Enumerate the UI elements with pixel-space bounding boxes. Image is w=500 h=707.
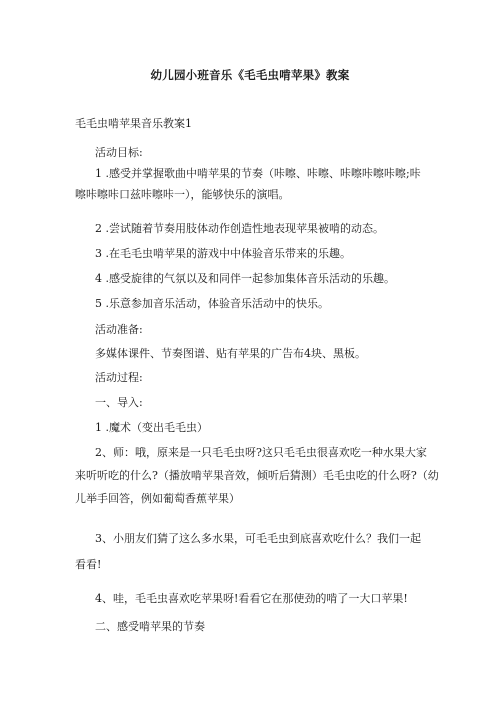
paragraph-line: 嚓咔嚓咔口兹咔嚓咔一），能够快乐的演唱。 <box>75 188 290 201</box>
paragraph-line: 5 .乐意参加音乐活动，体验音乐活动中的快乐。 <box>95 297 329 310</box>
paragraph-line: 多媒体课件、节奏图谱、贴有苹果的广告布4块、黑板。 <box>95 347 366 360</box>
paragraph-line: 二、感受啃苹果的节奏 <box>95 620 205 633</box>
paragraph-line: 看看! <box>75 558 102 571</box>
paragraph-line: 活动目标: <box>95 146 143 159</box>
paragraph-line: 2、师：哦，原来是一只毛毛虫呀?这只毛毛虫很喜欢吃一种水果大家 <box>95 446 427 459</box>
section-heading: 毛毛虫啃苹果音乐教案1 <box>75 117 192 130</box>
document-title: 幼儿园小班音乐《毛毛虫啃苹果》教案 <box>150 68 350 82</box>
paragraph-line: 活动准备: <box>95 323 143 336</box>
paragraph-line: 4、哇，毛毛虫喜欢吃苹果呀!看看它在那使劲的啃了一大口苹果! <box>95 592 408 605</box>
paragraph-line: 活动过程: <box>95 371 143 384</box>
paragraph-line: 来听听吃的什么?（播放啃苹果音效，倾听后猜测）毛毛虫吃的什么呀?（幼 <box>75 469 439 482</box>
paragraph-line: 一、导入: <box>95 396 143 409</box>
paragraph-line: 2 .尝试随着节奏用肢体动作创造性地表现苹果被啃的动态。 <box>95 222 384 235</box>
paragraph-line: 儿举手回答，例如葡萄香蕉苹果） <box>75 492 240 505</box>
paragraph-line: 1 .感受并掌握歌曲中啃苹果的节奏（咔嚓、咔嚓、咔嚓咔嚓咔嚓;咔 <box>95 167 421 180</box>
paragraph-line: 1 .魔术（变出毛毛虫） <box>95 421 208 434</box>
paragraph-line: 3、小朋友们猜了这么多水果，可毛毛虫到底喜欢吃什么？我们一起 <box>95 532 421 545</box>
paragraph-line: 3 .在毛毛虫啃苹果的游戏中中体验音乐带来的乐趣。 <box>95 247 351 260</box>
paragraph-line: 4 .感受旋律的气氛以及和同伴一起参加集体音乐活动的乐趣。 <box>95 272 395 285</box>
